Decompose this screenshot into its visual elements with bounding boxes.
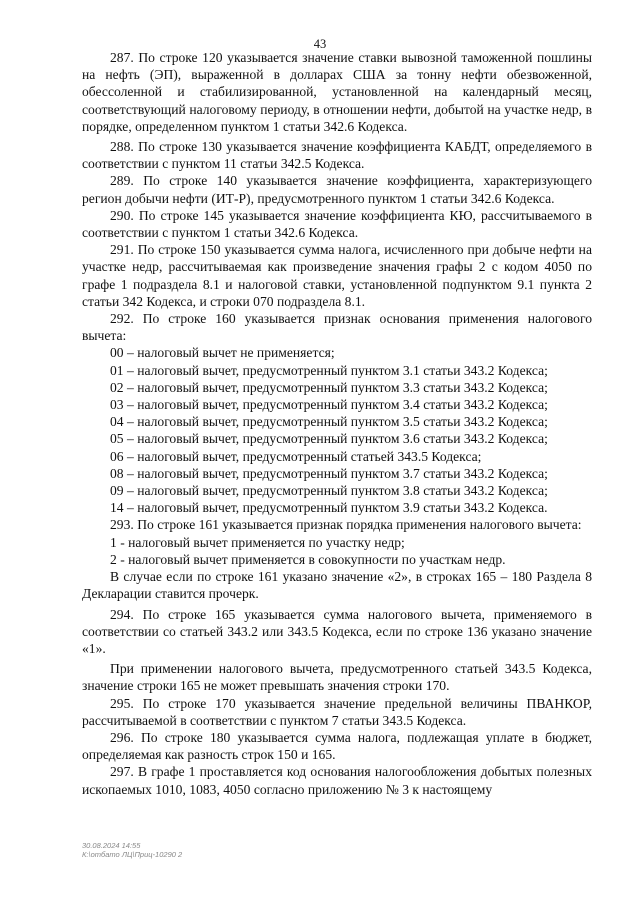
paragraph-294: 294. По строке 165 указывается сумма налогового вычета, применяемого в соответствии со статьей 343.2 или 343.5 Кодекса, если по строке 136 указано значение «1». xyxy=(82,606,592,656)
paragraph-295: 295. По строке 170 указывается значение предельной величины ПВАНКОР, рассчитываемой в соответствии с пунктом 7 статьи 343.5 Кодекса. xyxy=(82,695,592,728)
footer-timestamp: 30.08.2024 14:55 xyxy=(82,841,141,850)
paragraph-292: 292. По строке 160 указывается признак основания применения налогового вычета: xyxy=(82,311,592,344)
deduction-code-00: 00 – налоговый вычет не применяется; xyxy=(110,345,335,361)
page-content xyxy=(82,49,592,798)
paragraph-294-note: При применении налогового вычета, предусмотренного статьей 343.5 Кодекса, значение строки 165 не может превышать значения строки 170. xyxy=(82,661,592,694)
deduction-code-06: 06 – налоговый вычет, предусмотренный статьей 343.5 Кодекса; xyxy=(110,448,482,464)
page-number: 43 xyxy=(313,37,327,51)
paragraph-291: 291. По строке 150 указывается сумма налога, исчисленного при добыче нефти на участке недр, рассчитываемая как произведение значения графы 2 с кодом 4050 по графе 1 подраздела 8.1 и налоговой ставки, установленной подпунктом 9.1 пункта 2 статьи 342 Кодекса, и строки 070 подраздела 8.1. xyxy=(82,242,592,309)
deduction-code-02: 02 – налоговый вычет, предусмотренный пунктом 3.3 статьи 343.2 Кодекса; xyxy=(110,379,548,395)
paragraph-296: 296. По строке 180 указывается сумма налога, подлежащая уплате в бюджет, определяемая как разность строк 150 и 165. xyxy=(82,729,592,763)
paragraph-293-note: В случае если по строке 161 указано значение «2», в строках 165 – 180 Раздела 8 Декларации ставится прочерк. xyxy=(82,569,592,602)
paragraph-288: 288. По строке 130 указывается значение коэффициента КАБДТ, определяемого в соответствии с пунктом 11 статьи 342.5 Кодекса. xyxy=(82,139,592,172)
deduction-code-03: 03 – налоговый вычет, предусмотренный пунктом 3.4 статьи 343.2 Кодекса; xyxy=(110,397,548,413)
order-code-2: 2 - налоговый вычет применяется в совокупности по участкам недр. xyxy=(110,551,506,567)
paragraph-297: 297. В графе 1 проставляется код основания налогообложения добытых полезных ископаемых 1010, 1083, 4050 согласно приложению № 3 к настоящему xyxy=(82,764,592,797)
deduction-code-14: 14 – налоговый вычет, предусмотренный пунктом 3.9 статьи 343.2 Кодекса. xyxy=(110,500,548,516)
deduction-code-01: 01 – налоговый вычет, предусмотренный пунктом 3.1 статьи 343.2 Кодекса; xyxy=(110,362,548,378)
order-code-1: 1 - налоговый вычет применяется по участку недр; xyxy=(110,534,405,550)
footer-file-path: К:\отбато ЛЦ\Приц-10290 2 xyxy=(82,850,183,859)
deduction-code-09: 09 – налоговый вычет, предусмотренный пунктом 3.8 статьи 343.2 Кодекса; xyxy=(110,483,548,499)
document-footer-stamp xyxy=(82,841,182,859)
deduction-code-05: 05 – налоговый вычет, предусмотренный пунктом 3.6 статьи 343.2 Кодекса; xyxy=(110,431,548,447)
deduction-code-08: 08 – налоговый вычет, предусмотренный пунктом 3.7 статьи 343.2 Кодекса; xyxy=(110,465,548,481)
paragraph-293: 293. По строке 161 указывается признак порядка применения налогового вычета: xyxy=(110,517,582,533)
paragraph-290: 290. По строке 145 указывается значение коэффициента КЮ, рассчитываемого в соответствии с пунктом 1 статьи 342.6 Кодекса. xyxy=(82,207,592,241)
deduction-code-04: 04 – налоговый вычет, предусмотренный пунктом 3.5 статьи 343.2 Кодекса; xyxy=(110,414,548,430)
paragraph-287: 287. По строке 120 указывается значение ставки вывозной таможенной пошлины на нефть (ЭП), выраженной в долларах США за тонну нефти обезвоженной, обессоленной и стабилизированной, установленной на календарный месяц, соответствующий налоговому периоду, в отношении нефти, добытой на участке недр, в порядке, определенном пунктом 1 статьи 342.6 Кодекса. xyxy=(82,50,592,134)
paragraph-289: 289. По строке 140 указывается значение коэффициента, характеризующего регион добычи нефти (ИТ-Р), предусмотренного пунктом 1 статьи 342.6 Кодекса. xyxy=(82,173,592,206)
